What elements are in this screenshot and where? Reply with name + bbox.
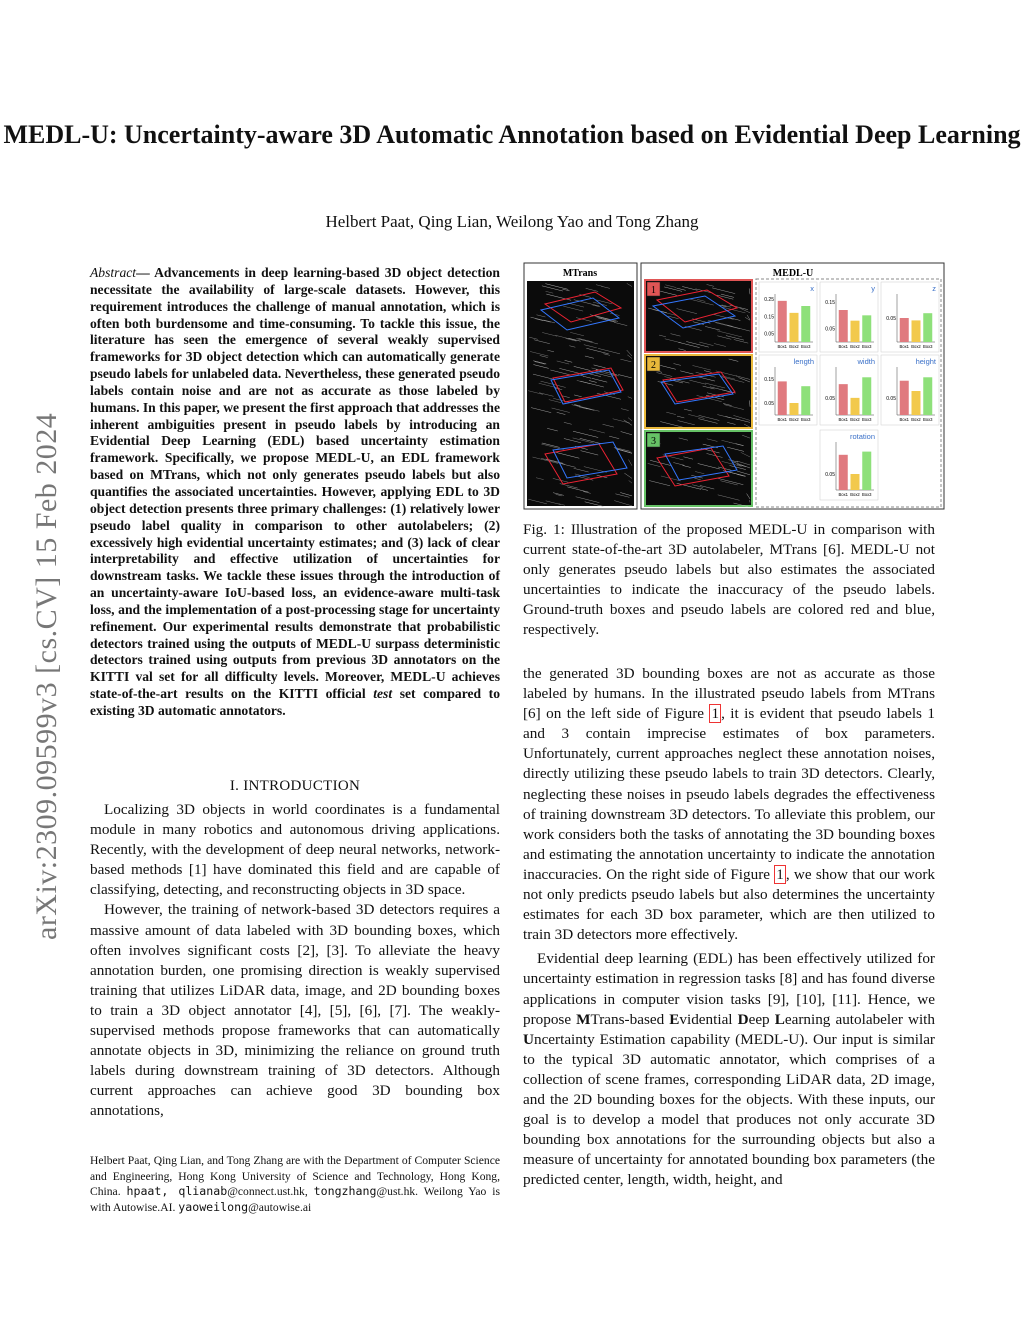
chart-tick-label: 0.25 [764,297,774,304]
intro-paragraph-1: Localizing 3D objects in world coordinates is a fundamental module in many robotics and autonomous driving applications. Recently, with the development of deep neural networks, network-based methods [1] have dominated this field and are capable of classifying, detecting, and reconstructing objects in 3D space. [90,801,500,899]
figure-ref-link-2[interactable]: 1 [776,865,784,883]
right-column-body [523,664,935,1190]
bar-category-label: Box1 [899,417,910,422]
chart-label-rotation: rotation [849,432,875,441]
authors: Helbert Paat, Qing Lian, Weilong Yao and Tong Zhang [325,212,699,231]
bar-height-box2 [912,391,921,415]
bar-x-box3 [801,306,810,342]
bar-length-box1 [778,381,787,415]
bar-x-box1 [778,301,787,342]
chart-tick-label: 0.05 [886,316,896,322]
bar-category-label: Box1 [838,492,849,497]
bar-y-box2 [851,321,860,342]
footnote-email-2: tongzhang [313,1184,377,1198]
bar-category-label: Box3 [861,344,872,349]
chart-tick-label: 0.05 [764,331,774,338]
bar-category-label: Box1 [777,344,788,349]
intro-paragraph-2: However, the training of network-based 3D detectors requires a massive amount of data labeled with 3D bounding boxes, which often involves significant costs [2], [3]. To alleviate the heavy annotation burden, one promising direction is weakly supervised training that utilizes LiDAR data, image, and 2D bounding boxes to train a 3D object annotator [4], [5], [6], [7]. The weakly-supervised methods propose frameworks that can automatically annotate objects in 3D, minimizing the reliance on ground truth labels during downstream training of 3D detectors. Although current approaches can achieve good 3D bounding box annotations, [90,901,500,1120]
medlu-title: MEDL-U [772,268,814,279]
bar-rotation-box2 [851,474,860,490]
rp2-bold-m: M [576,1010,591,1028]
bar-category-label: Box3 [922,344,933,349]
footnote-text-4: @autowise.ai [248,1200,312,1214]
bar-category-label: Box2 [850,417,860,422]
bar-z-box2 [912,320,921,342]
rp2-bold-l: L [774,1010,785,1028]
bar-category-label: Box3 [922,417,933,422]
footnote [90,1153,500,1215]
abstract-tail: set compared to existing 3D automatic annotators. [90,686,501,718]
abstract-text: — Advancements in deep learning-based 3D object detection necessitate the availability of large-scale datasets. However, this requirement introduces the challenge of manual annotation, which is often both burdensome and time-consuming. To tackle this issue, the literature has seen the emergence of several weakly supervised frameworks for 3D object detection which can automatically generate pseudo labels for unlabeled data. Nevertheless, these generated pseudo labels contain noise and are not as accurate as those labeled by humans. In this paper, we present the first approach that addresses the inherent ambiguities present in pseudo labels by introducing an Evidential Deep Learning (EDL) based uncertainty estimation framework. Specifically, we propose MEDL-U, an EDL framework based on MTrans, which not only generates pseudo labels but also quantifies the associated uncertainties. However, applying EDL to 3D object detection presents three primary challenges: (1) relatively lower pseudo label quality in comparison to other autolabelers; (2) excessively high evidential uncertainty estimates; and (3) lack of clear interpretability and effective utilization of uncertainties for downstream tasks. We tackle these issues through the introduction of an uncertainty-aware IoU-based loss, an evidence-aware multi-task loss, and the implementation of a post-processing stage for uncertainty refinement. Our experimental results demonstrate that probabilistic detectors trained using the outputs of MEDL-U surpass deterministic detectors trained using outputs from previous 3D annotators on the KITTI val set for all difficulty levels. Moreover, MEDL-U achieves state-of-the-art results on the KITTI official [90,265,500,702]
bar-height-box3 [923,377,932,415]
chart-tick-label: 0.15 [764,314,774,321]
row-1-number: 1 [651,285,656,296]
chart-tick-label: 0.05 [825,395,835,402]
bar-category-label: Box1 [838,417,849,422]
bar-y-box3 [862,315,871,342]
figure-caption: Fig. 1: Illustration of the proposed MEDL-U in comparison with current state-of-the-art 3D autolabeler, MTrans [6]. MEDL-U not only generates pseudo labels but also estimates the associated uncertainties to indicate the inaccuracy of the pseudo labels. Ground-truth boxes and pseudo labels are colored red and blue, respectively. [523,521,935,639]
abstract [90,265,500,720]
bar-category-label: Box2 [850,344,860,349]
chart-label-y: y [871,284,875,293]
bar-width-box2 [851,398,860,415]
chart-label-x: x [810,284,814,293]
right-paragraph-2 [523,949,935,1190]
chart-label-width: width [857,357,875,366]
rp1-a: the generated 3D bounding boxes are not as accurate as those labeled by humans. In the illustrated pseudo labels from MTrans [6] on the left side of Figure [523,665,935,723]
figure-1-graphic [523,262,945,510]
bar-category-label: Box1 [899,344,910,349]
footnote-text-2: @connect.ust.hk, [227,1185,314,1198]
bar-length-box2 [790,403,799,415]
footnote-email-3: yaoweilong [178,1199,249,1214]
rp1-c: , we show that our work not only predicts pseudo labels but also determines the uncertainty estimates for each 3D box parameter, which are then utilized to train 3D detectors more effectively. [523,865,935,944]
bar-length-box3 [801,386,810,415]
bar-category-label: Box3 [861,492,872,497]
bar-z-box1 [900,318,909,342]
bar-category-label: Box2 [789,344,799,349]
chart-label-length: length [793,357,814,366]
bar-category-label: Box3 [861,417,872,422]
bar-height-box1 [900,381,909,415]
bar-x-box2 [790,313,799,342]
rp2-bold-u: U [523,1030,534,1048]
chart-tick-label: 0.05 [764,401,774,407]
bar-category-label: Box1 [838,344,849,349]
figure-ref-link-1[interactable]: 1 [711,705,720,723]
bar-category-label: Box2 [789,417,799,422]
rp2-a: Evidential deep learning (EDL) has been effectively utilized for uncertainty estimation in regression tasks [8] and has found diverse applications in computer vision tasks [9], [10], [11]. Hence, we propose [523,950,935,1028]
intro-body [90,800,500,1122]
bar-width-box3 [862,377,871,415]
bar-category-label: Box1 [777,417,788,422]
bar-category-label: Box3 [800,417,811,422]
chart-label-height: height [915,357,936,366]
chart-label-z: z [932,284,936,293]
footnote-text-3: @ust.hk. Weilong Yao is with Autowise.AI. [90,1185,500,1214]
mtrans-title: MTrans [562,268,598,279]
rp2-d-tail: eep [748,1010,775,1028]
paper-title: MEDL-U: Uncertainty-aware 3D Automatic Annotation based on Evidential Deep Learning [3,120,1021,149]
abstract-label: Abstract [90,265,137,280]
bar-width-box1 [839,384,848,415]
right-paragraph-1 [523,664,935,945]
chart-tick-label: 0.15 [825,300,835,306]
footnote-text-1: Helbert Paat, Qing Lian, and Tong Zhang are with the Department of Computer Science and Engineering, Hong Kong University of Science and Technology, Hong Kong, China. [90,1154,500,1198]
bar-category-label: Box2 [911,417,921,422]
footnote-email-1: hpaat, qlianab [126,1184,228,1198]
bar-z-box3 [923,313,932,342]
chart-tick-label: 0.05 [886,395,896,402]
bar-rotation-box1 [839,455,848,490]
chart-tick-label: 0.05 [825,472,835,478]
figure-1 [523,262,945,510]
bar-category-label: Box3 [800,344,811,349]
rp2-l-tail: earning autolabeler with [784,1010,935,1028]
chart-tick-label: 0.15 [764,377,774,383]
rp2-bold-d: D [737,1010,749,1028]
medlu-row-1-image [645,280,752,352]
bar-category-label: Box2 [850,492,860,497]
chart-tick-label: 0.05 [825,326,835,333]
arxiv-identifier: arXiv:2309.09599v3 [cs.CV] 15 Feb 2024 [30,412,63,940]
rp2-bold-e: E [669,1010,680,1028]
bar-y-box1 [839,310,848,342]
rp2-m-tail: Trans-based [590,1010,670,1028]
rp2-u-tail: ncertainty Estimation capability (MEDL-U). Our input is similar to the typical 3D automatic annotator, which comprises of a collection of scene frames, corresponding LiDAR data, 2D image, and the 2D bounding boxes for the objects. With these inputs, our goal is to develop a model that produces not only accurate 3D bounding box annotations for the surrounding objects but also a measure of uncertainty for annotated bounding box parameters (the predicted center, length, width, height, and [523,1030,935,1189]
rp2-e-tail: vidential [679,1010,738,1028]
row-2-number: 2 [651,360,656,371]
bar-category-label: Box2 [911,344,921,349]
row-3-number: 3 [651,436,656,447]
section-heading: I. INTRODUCTION [229,778,361,794]
abstract-italic: test [373,686,393,702]
bar-rotation-box3 [862,452,871,490]
rp1-b: , it is evident that pseudo labels 1 and 3 contain imprecise estimates of box parameters. Unfortunately, current approaches neglect these annotation noises, directly utilizing these pseudo labels to train 3D detectors. Clearly, neglecting these noises in pseudo labels degrades the effectiveness of training downstream 3D detectors. To alleviate this problem, our work considers both the tasks of annotating the 3D bounding boxes and estimating the annotation uncertainty to indicate the annotation inaccuracies. On the right side of Figure [523,705,935,883]
